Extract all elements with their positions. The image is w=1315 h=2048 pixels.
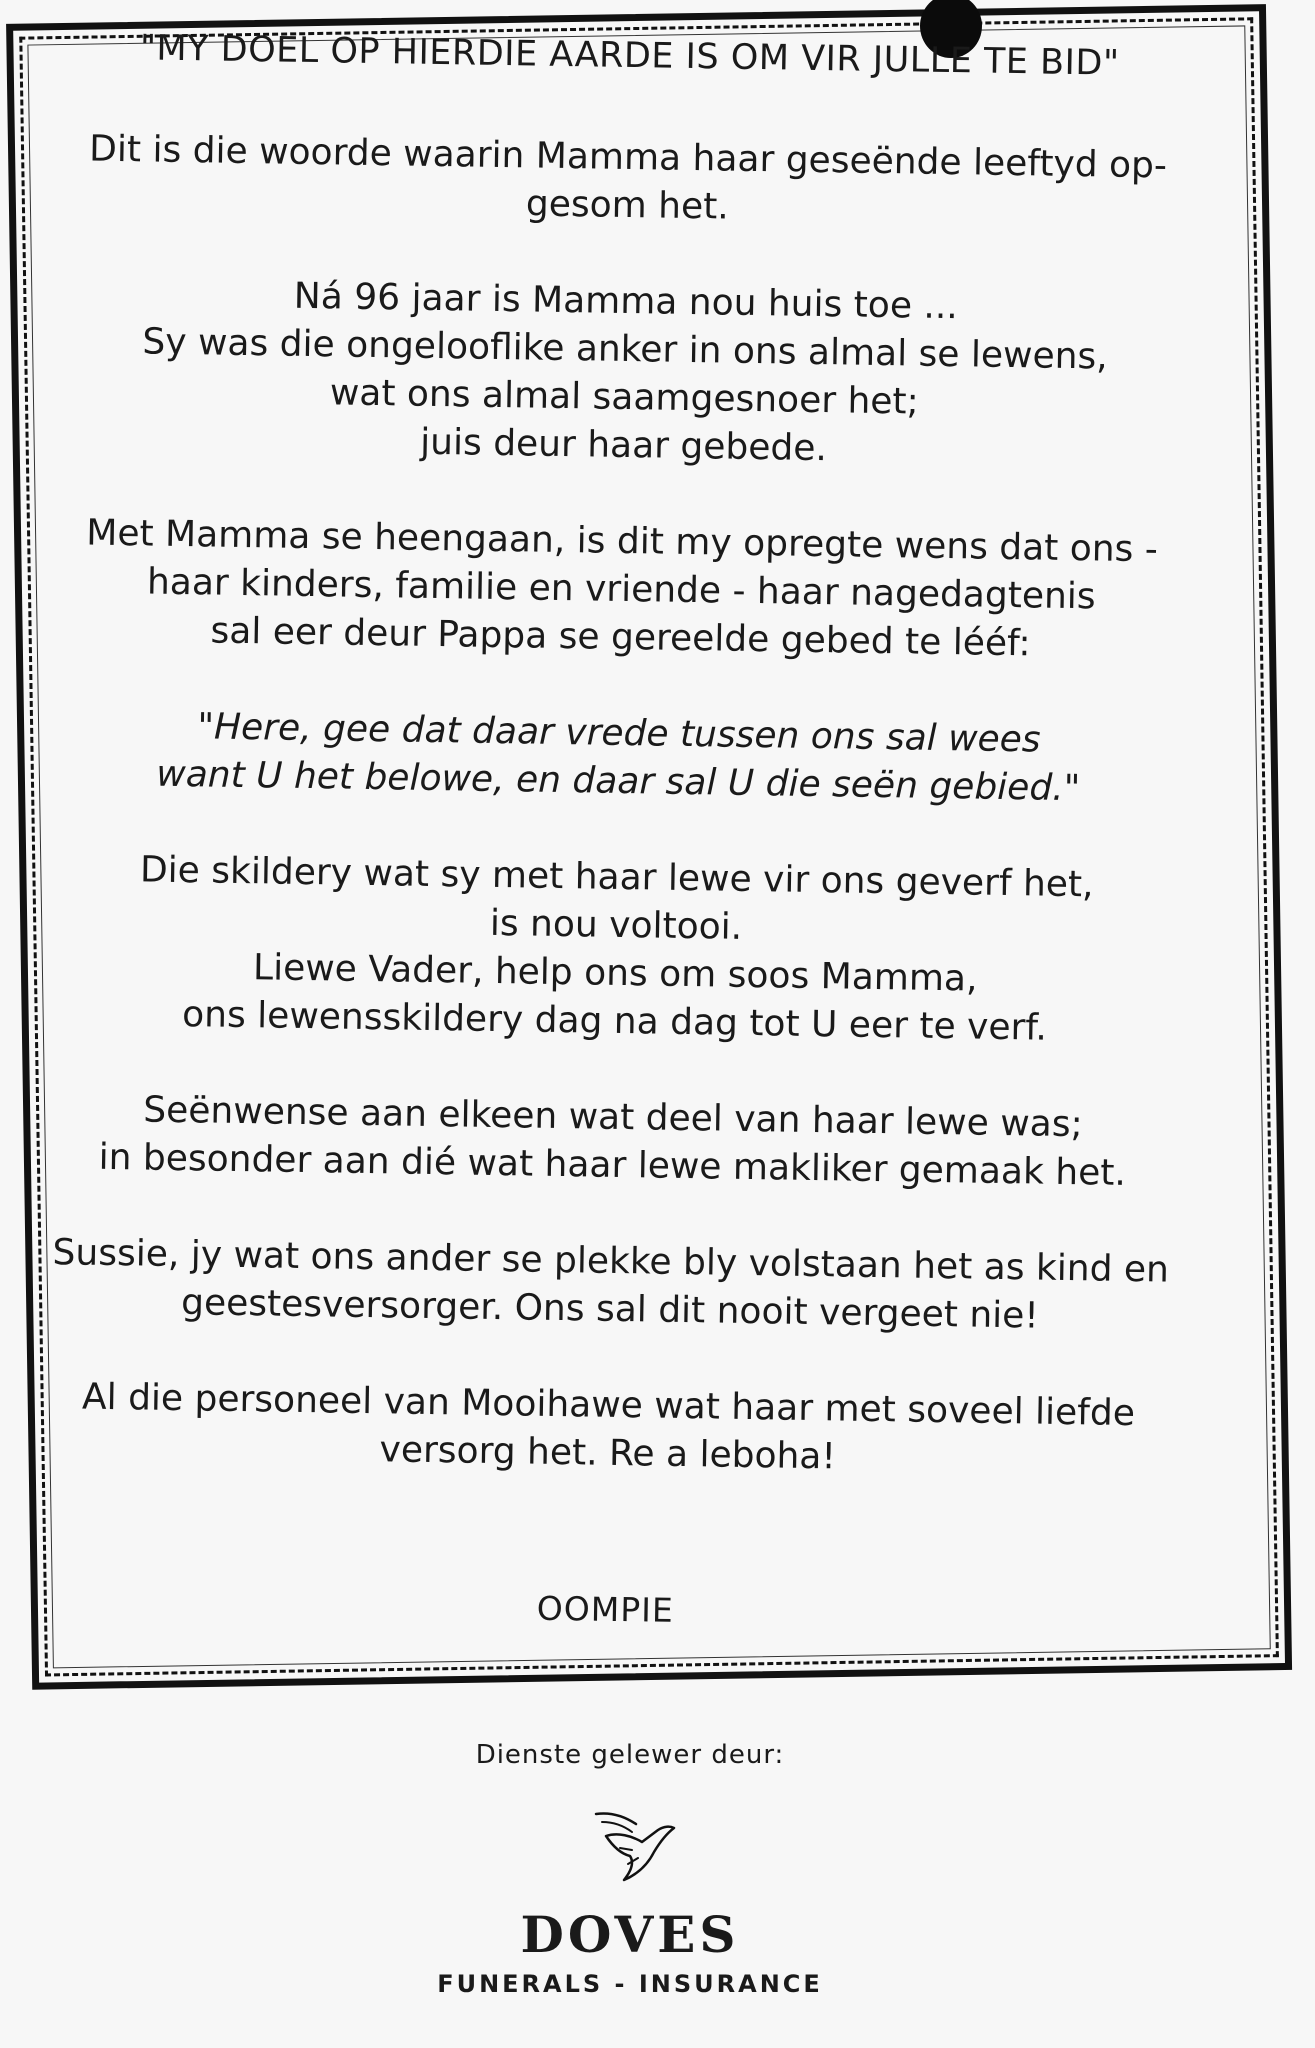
paragraph-sussie [10, 1228, 1211, 1343]
paragraph-line: Al die personeel van Mooihawe wat haar met soveel liefde [81, 1376, 1136, 1435]
paragraph-staff [7, 1372, 1208, 1487]
paragraph-line: haar kinders, familie en vriende - haar nagedagtenis [146, 561, 1096, 618]
paragraph-line: Die skildery wat sy met haar lewe vir ons geverf het, [139, 849, 1094, 906]
paragraph-line: want U het belowe, en daar sal U die seën gebied." [156, 753, 1081, 810]
paragraph-line: sal eer deur Pappa se gereelde gebed te lééf: [210, 610, 1031, 665]
brand-name: DOVES [520, 1905, 740, 1964]
paragraph-wish [20, 509, 1222, 672]
signature: OOMPIE [536, 1588, 675, 1630]
brand-tagline: FUNERALS - INSURANCE [437, 1970, 823, 1998]
paragraph-line: "Here, gee dat daar vrede tussen ons sal wees [197, 706, 1041, 761]
paragraph-line: gesom het. [525, 183, 730, 228]
card-heading: "MY DOEL OP HIERDIE AARDE IS OM VIR JULLE TE BID" [139, 28, 1120, 84]
paragraph-line: Sussie, jy wat ons ander se plekke bly volstaan het as kind en [52, 1232, 1170, 1291]
paragraph-line: is nou voltooi. [489, 902, 743, 948]
paragraph-intro [27, 125, 1228, 240]
paragraph-line: ons lewensskildery dag na dag tot U eer te verf. [181, 994, 1048, 1049]
paragraph-line: in besonder aan dié wat haar lewe makliker gemaak het. [98, 1136, 1127, 1194]
paragraph-line: versorg het. Re a leboha! [379, 1429, 837, 1478]
paragraph-homegoing [23, 269, 1226, 480]
paragraph-line: Seënwense aan elkeen wat deel van haar lewe was; [143, 1089, 1083, 1146]
tribute-card [5, 27, 1230, 1639]
paragraph-line: Dit is die woorde waarin Mamma haar geseënde leeftyd op- [88, 128, 1168, 187]
paragraph-line: Met Mamma se heengaan, is dit my opregte wens dat ons - [85, 512, 1159, 571]
paragraph-painting [14, 844, 1217, 1055]
dove-icon [592, 1808, 678, 1884]
paragraph-line: Ná 96 jaar is Mamma nou huis toe ... [293, 275, 959, 328]
paragraph-line: Liewe Vader, help ons om soos Mamma, [252, 947, 978, 1000]
paragraph-line: Sy was die ongelooflike anker in ons almal se lewens, [142, 321, 1109, 378]
paragraph-line: juis deur haar gebede. [419, 421, 828, 470]
paragraph-line: geestesversorger. Ons sal dit nooit vergeet nie! [180, 1282, 1040, 1337]
paragraph-line: wat ons almal saamgesnoer het; [329, 372, 920, 423]
prayer-quote [18, 700, 1219, 815]
services-label: Dienste gelewer deur: [475, 1740, 785, 1770]
paragraph-blessings [12, 1084, 1213, 1199]
